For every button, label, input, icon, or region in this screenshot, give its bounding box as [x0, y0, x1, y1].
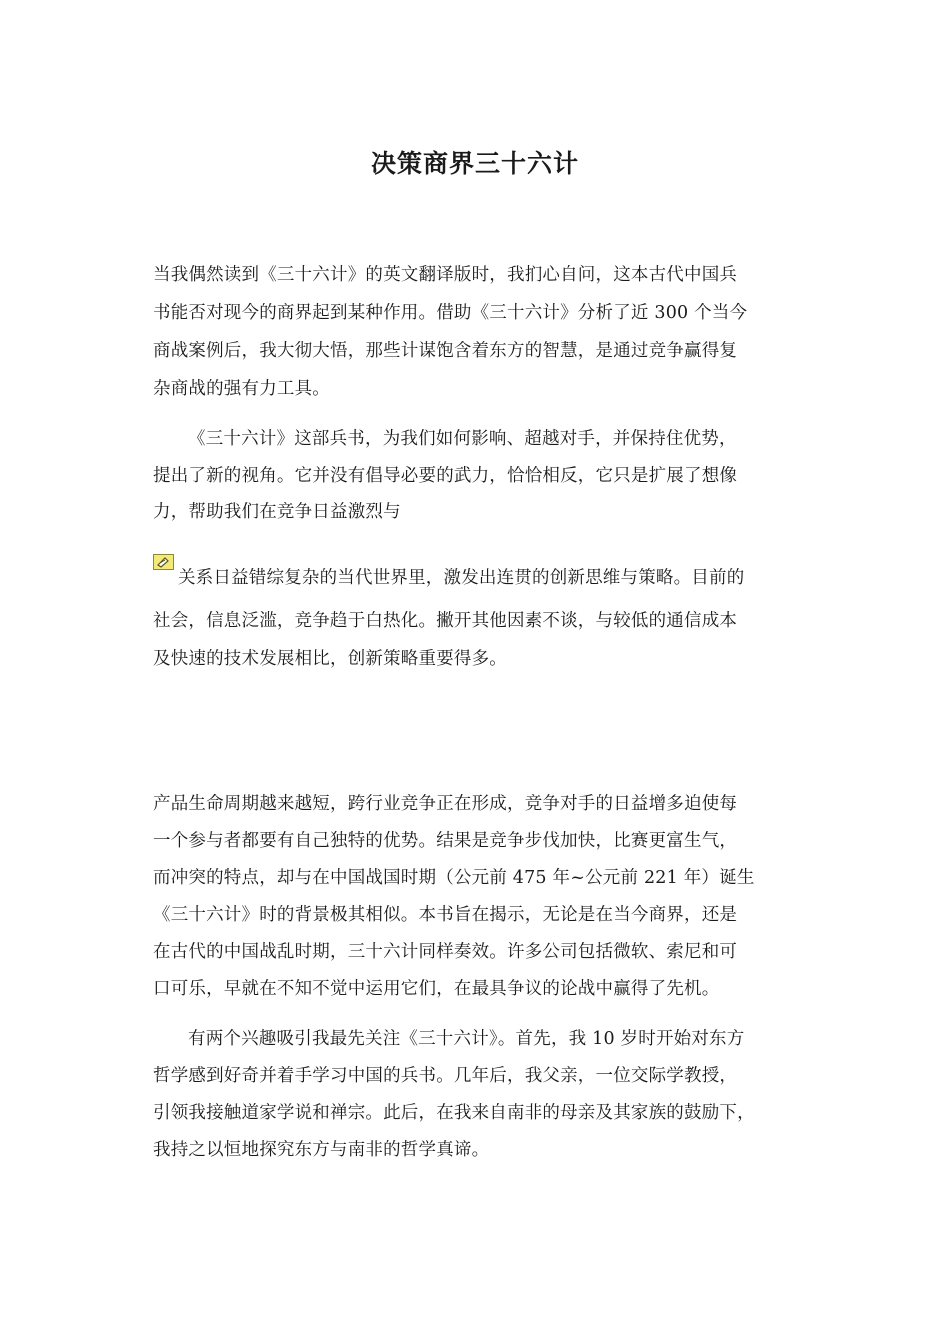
paragraph-2-line-3: 力，帮助我们在竞争日益激烈与 — [153, 502, 401, 522]
paragraph-4-line-3: 而冲突的特点，却与在中国战国时期（公元前 475 年~公元前 221 年）诞生 — [153, 868, 755, 888]
paragraph-2-line-1: 《三十六计》这部兵书，为我们如何影响、超越对手，并保持住优势， — [188, 429, 737, 449]
paragraph-1-line-4: 杂商战的强有力工具。 — [153, 379, 330, 399]
paragraph-2-line-2: 提出了新的视角。它并没有倡导必要的武力，恰恰相反，它只是扩展了想像 — [153, 466, 738, 486]
paragraph-5-line-2: 哲学感到好奇并着手学习中国的兵书。几年后，我父亲，一位交际学教授， — [153, 1066, 738, 1086]
paragraph-1-line-3: 商战案例后，我大彻大悟，那些计谋饱含着东方的智慧，是通过竞争赢得复 — [153, 341, 738, 361]
paragraph-5-line-1: 有两个兴趣吸引我最先关注《三十六计》。首先，我 10 岁时开始对东方 — [188, 1029, 745, 1049]
paragraph-5-line-3: 引领我接触道家学说和禅宗。此后，在我来自南非的母亲及其家族的鼓励下， — [153, 1103, 755, 1123]
paragraph-5-line-4: 我持之以恒地探究东方与南非的哲学真谛。 — [153, 1140, 490, 1160]
paragraph-4-line-2: 一个参与者都要有自己独特的优势。结果是竞争步伐加快，比赛更富生气， — [153, 831, 738, 851]
paragraph-4-line-5: 在古代的中国战乱时期，三十六计同样奏效。许多公司包括微软、索尼和可 — [153, 942, 738, 962]
paragraph-1-line-2: 书能否对现今的商界起到某种作用。借助《三十六计》分析了近 300 个当今 — [153, 303, 748, 323]
paragraph-4-line-1: 产品生命周期越来越短，跨行业竞争正在形成，竞争对手的日益增多迫使每 — [153, 794, 738, 814]
paragraph-1-line-1: 当我偶然读到《三十六计》的英文翻译版时，我扪心自问，这本古代中国兵 — [153, 265, 738, 285]
paragraph-3-line-2: 社会，信息泛滥，竞争趋于白热化。撇开其他因素不谈，与较低的通信成本 — [153, 611, 738, 631]
paragraph-3-line-3: 及快速的技术发展相比，创新策略重要得多。 — [153, 649, 507, 669]
paragraph-3-line-1: 关系日益错综复杂的当代世界里，激发出连贯的创新思维与策略。目前的 — [178, 568, 745, 588]
paragraph-4-line-4: 《三十六计》时的背景极其相似。本书旨在揭示，无论是在当今商界，还是 — [153, 905, 738, 925]
note-icon[interactable] — [153, 554, 174, 570]
paragraph-4-line-6: 口可乐，早就在不知不觉中运用它们，在最具争议的论战中赢得了先机。 — [153, 979, 720, 999]
document-title: 决策商界三十六计 — [370, 149, 579, 178]
